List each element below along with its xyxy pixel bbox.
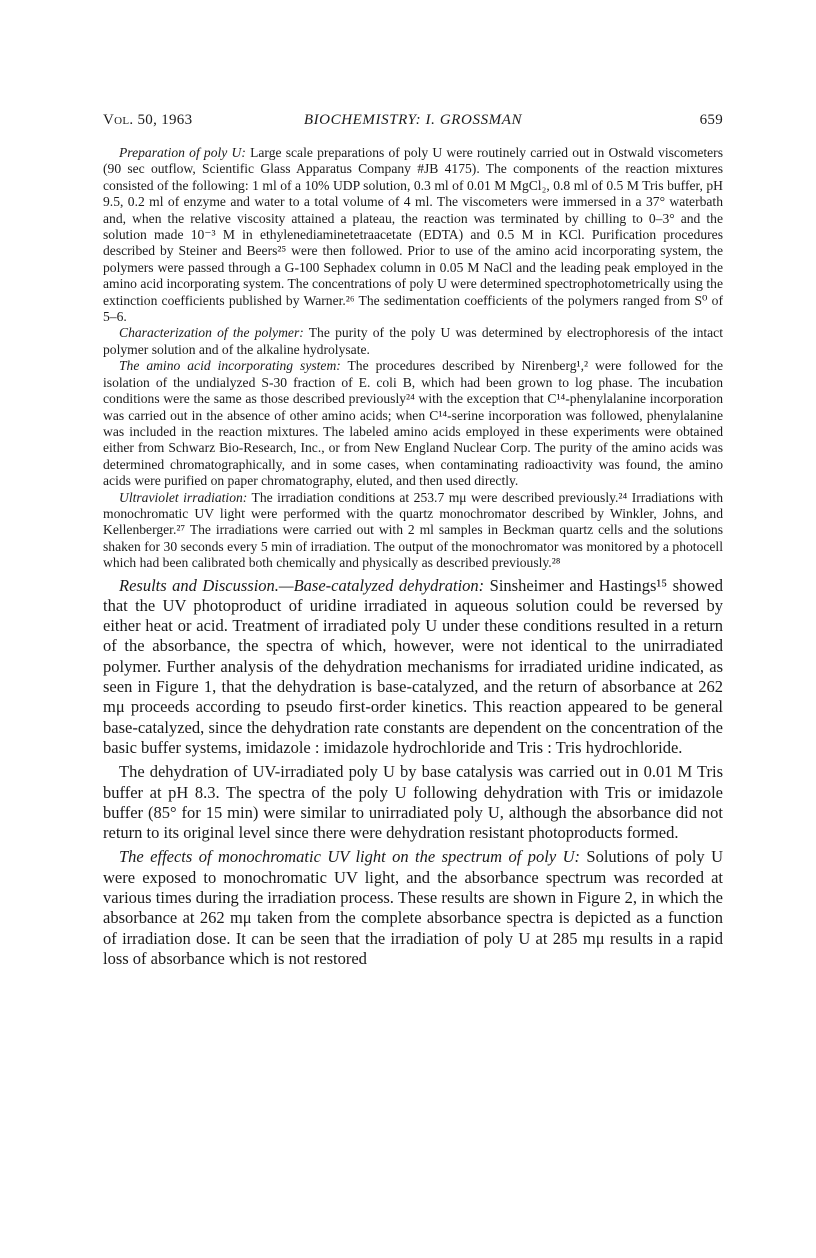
text-characterization: The purity of the poly U was determined by electrophoresis of the intact polymer solution and of the alkaline hydrolysate.: [103, 325, 723, 357]
text-preparation: Large scale preparations of poly U were routinely carried out in Ostwald viscometers (90 sec outflow, Scientific Glass Apparatus Company #JB 4175). The components of the reaction mixtures consisted of the following: 1 ml of a 10% UDP solution, 0.3 ml of 0.01 M MgCl₂, 0.8 ml of 0.5 M Tris buffer, pH 9.5, 0.2 ml of enzyme and water to a total volume of 4 ml. The viscometers were immersed in a 37° waterbath and, when the relative viscosity attained a plateau, the reaction was terminated by chilling to 0–3° and the solution made 10⁻³ M in ethylenediaminetetraacetate (EDTA) and 0.5 M in KCl. Purification procedures described by Steiner and Beers²⁵ were then followed. Prior to use of the amino acid incorporating system, the polymers were passed through a G-100 Sephadex column in 0.05 M NaCl and the leading peak employed in the amino acid incorporating system. The concentrations of poly U were determined spectrophotometrically using the extinction coefficients published by Warner.²⁶ The sedimentation coefficients of the polymers ranged from S⁰ of 5–6.: [103, 145, 723, 325]
volume-label: Vol. 50, 1963: [103, 112, 193, 128]
text-monochromatic: Solutions of poly U were exposed to monochromatic UV light, and the absorbance spectrum was recorded at various times during the irradiation process. These results are shown in Figure 2, in which the absorbance at 262 mμ taken from the complete absorbance spectra is depicted as a function of irradiation dose. It can be seen that the irradiation of poly U at 285 mμ results in a rapid loss of absorbance which is not restored: [103, 847, 723, 968]
running-title: BIOCHEMISTRY: I. GROSSMAN: [303, 112, 523, 128]
paragraph-preparation: [103, 145, 723, 325]
heading-characterization: Characterization of the polymer:: [119, 325, 304, 341]
text-results: Sinsheimer and Hastings¹⁵ showed that the UV photoproduct of uridine irradiated in aqueous solution could be reversed by either heat or acid. Treatment of irradiated poly U under these conditions resulted in a return of the absorbance, the spectra of which, however, were not identical to the unirradiated polymer. Further analysis of the dehydration mechanisms for irradiated uridine indicated, as seen in Figure 1, that the dehydration is base-catalyzed, and the return of absorbance at 262 mμ proceeds according to pseudo first-order kinetics. This reaction appeared to be general base-catalyzed, since the dehydration rate constants are dependent on the concentration of the basic buffer systems, imidazole : imidazole hydrochloride and Tris : Tris hydrochloride.: [103, 575, 723, 757]
page-number: 659: [699, 112, 723, 128]
heading-preparation: Preparation of poly U:: [119, 145, 246, 160]
running-header: [103, 112, 723, 134]
heading-results: Results and Discussion.—Base-catalyzed dehydration:: [119, 575, 485, 595]
paragraph-dehydration: [103, 762, 723, 843]
heading-monochromatic: The effects of monochromatic UV light on the spectrum of poly U:: [119, 847, 580, 867]
paragraph-results: [103, 576, 723, 759]
paragraph-monochromatic: [103, 847, 723, 969]
paragraph-characterization: [103, 325, 723, 358]
paragraph-amino-acid-system: [103, 358, 723, 489]
page: [103, 112, 723, 969]
text-dehydration: The dehydration of UV-irradiated poly U by base catalysis was carried out in 0.01 M Tris buffer at pH 8.3. The spectra of the poly U following dehydration with Tris or imidazole buffer (85° for 15 min) were similar to unirradiated poly U, although the absorbance did not return to its original level since there were dehydration resistant photoproducts formed.: [103, 762, 723, 843]
text-uv-irradiation: The irradiation conditions at 253.7 mμ were described previously.²⁴ Irradiations with monochromatic UV light were performed with the quartz monochromator described by Winkler, Johns, and Kellenberger.²⁷ The irradiations were carried out with 2 ml samples in Beckman quartz cells and the solutions shaken for 30 seconds every 5 min of irradiation. The output of the monochromator was monitored by a photocell which had been calibrated both chemically and physically as described previously.²⁸: [103, 489, 723, 571]
heading-uv-irradiation: Ultraviolet irradiation:: [119, 489, 248, 505]
heading-amino-acid-system: The amino acid incorporating system:: [119, 358, 341, 374]
text-amino-acid-system: The procedures described by Nirenberg¹,² were followed for the isolation of the undialyzed S-30 fraction of E. coli B, which had been grown to log phase. The incubation conditions were the same as those described previously²⁴ with the exception that C¹⁴-phenylalanine incorporation was carried out in the absence of other amino acids; when C¹⁴-serine incorporation was followed, phenylalanine was included in the reaction mixtures. The labeled amino acids employed in these experiments were obtained either from Schwarz Bio-Research, Inc., or from New England Nuclear Corp. The purity of the amino acids was determined chromatographically, and in some cases, when contaminating radioactivity was found, the amino acids were purified on paper chromatography, eluted, and then used directly.: [103, 358, 723, 489]
paragraph-uv-irradiation: [103, 490, 723, 572]
